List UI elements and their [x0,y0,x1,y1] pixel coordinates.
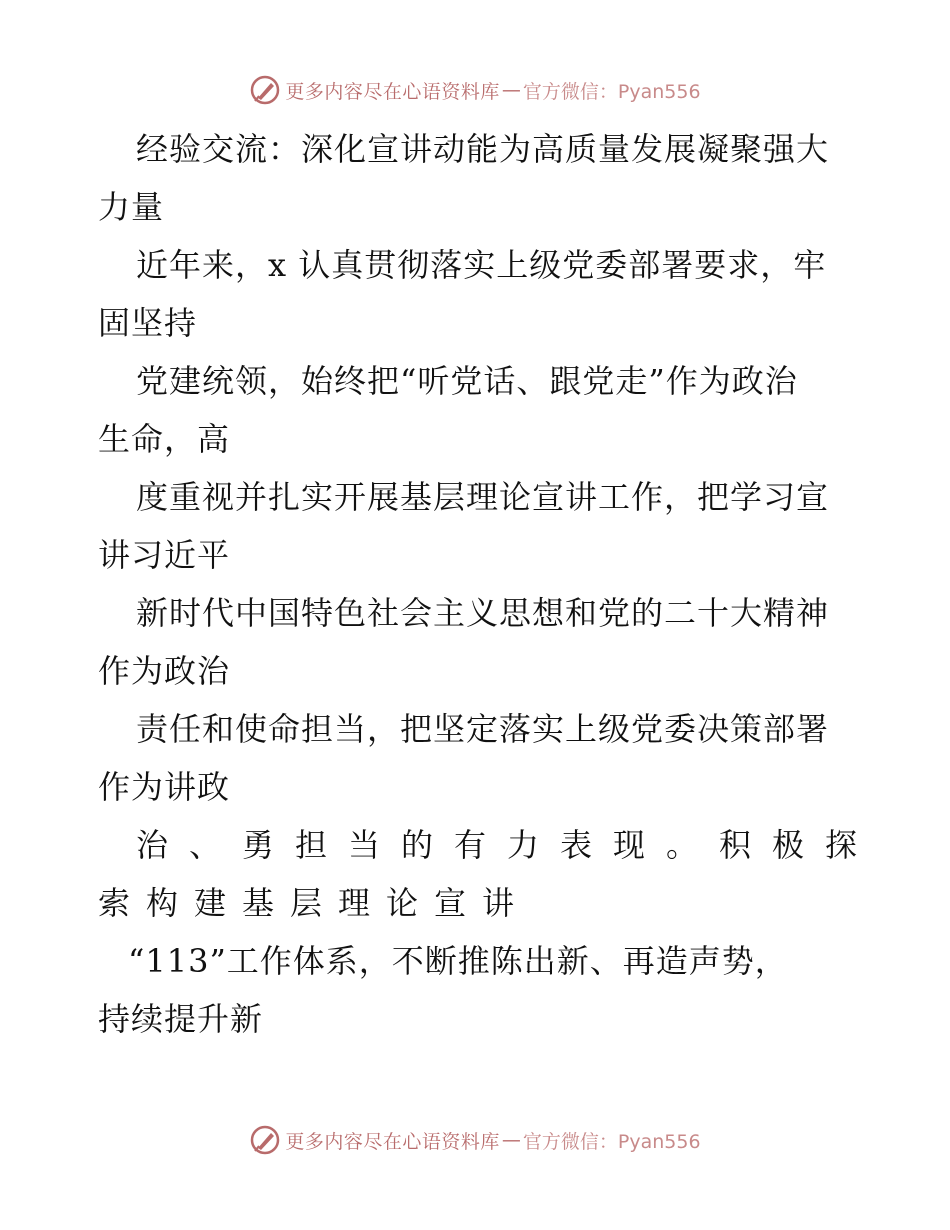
paragraph-line: 作为讲政 [98,768,231,806]
paragraph-line: 作为政治 [98,652,231,690]
watermark-main-text: 更多内容尽在心语资料库 [285,1130,500,1153]
watermark-main-text: 更多内容尽在心语资料库 [285,80,500,103]
footer-watermark [0,1120,950,1160]
paragraph-line: 治、勇担当的有力表现。积极探 [136,826,879,864]
paragraph-line: 新时代中国特色社会主义思想和党的二十大精神 [136,594,830,632]
paragraph-line: 讲习近平 [98,536,231,574]
watermark-separator: — [501,79,521,101]
paragraph-line: 索构建基层理论宣讲 [98,884,531,922]
header-watermark [0,70,950,110]
paragraph-line: 固坚持 [98,304,198,342]
paragraph-line: 党建统领，始终把“听党话、跟党走”作为政治 [136,362,798,400]
quill-pen-logo-icon [249,1124,281,1156]
document-body [98,120,879,1048]
document-title-line-1: 经验交流：深化宣讲动能为高质量发展凝聚强大 [136,130,830,168]
paragraph-line: 近年来，x 认真贯彻落实上级党委部署要求，牢 [136,246,827,284]
watermark-sub-text: 官方微信：Pyan556 [522,80,701,103]
document-title-line-2: 力量 [98,188,165,226]
paragraph-line: 持续提升新 [98,1000,264,1038]
paragraph-line: 责任和使命担当，把坚定落实上级党委决策部署 [136,710,830,748]
quill-pen-logo-icon [249,74,281,106]
watermark-separator: — [501,1129,521,1151]
paragraph-line: 生命，高 [98,420,231,458]
paragraph-line: “113”工作体系，不断推陈出新、再造声势， [128,942,788,980]
watermark-sub-text: 官方微信：Pyan556 [522,1130,701,1153]
paragraph-line: 度重视并扎实开展基层理论宣讲工作，把学习宣 [136,478,830,516]
